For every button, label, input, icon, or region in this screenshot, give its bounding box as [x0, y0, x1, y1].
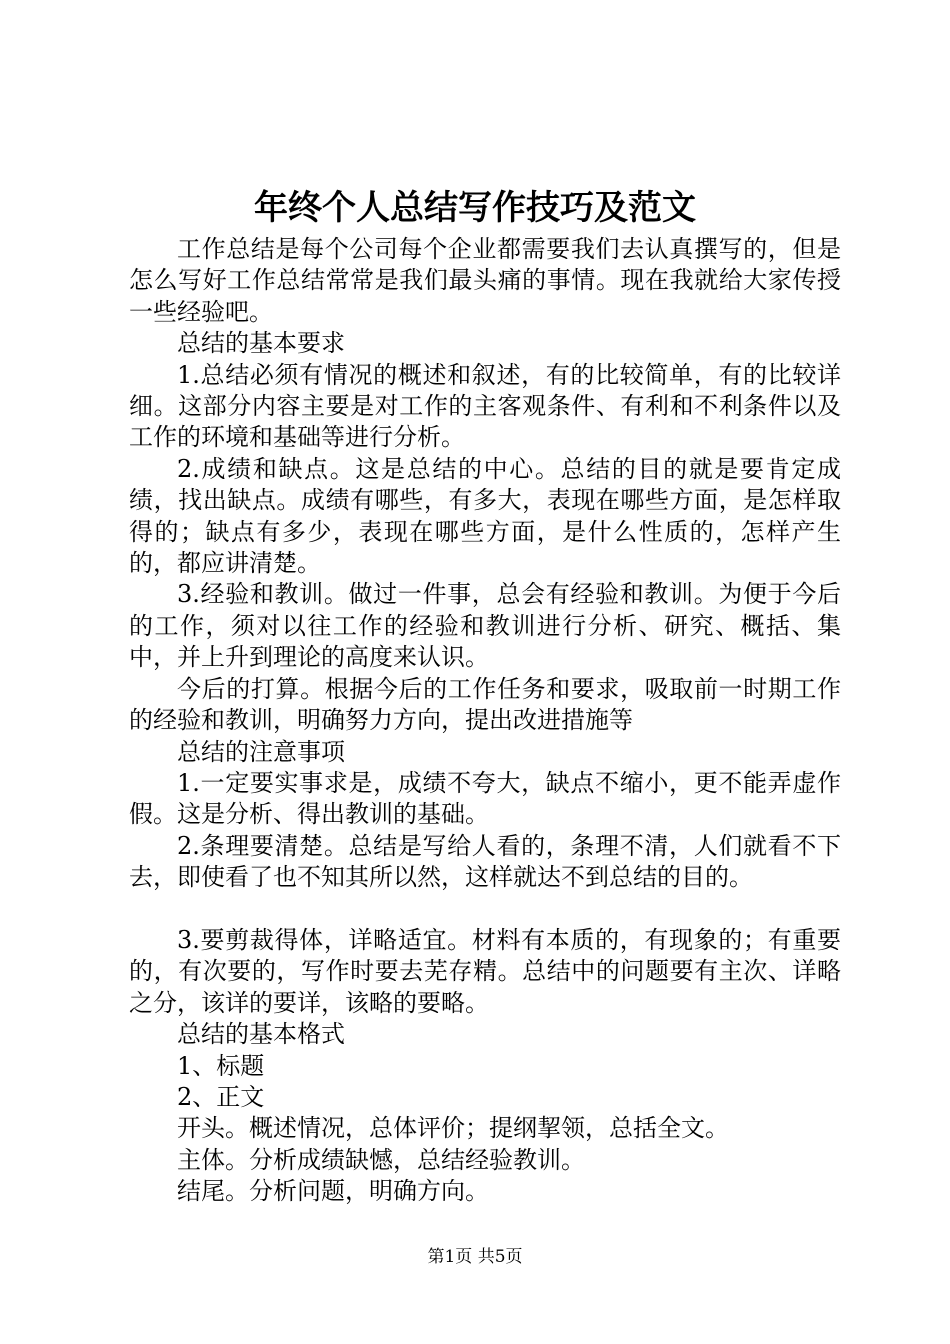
format-ending: 结尾。分析问题，明确方向。: [177, 1177, 489, 1206]
paragraph-requirement-3: 3.经验和教训。做过一件事，总会有经验和教训。为便于今后的工作，须对以往工作的经验和教训进行分析、研究、概括、集中，并上升到理论的高度来认识。: [129, 580, 841, 672]
document-title: 年终个人总结写作技巧及范文: [254, 188, 696, 228]
paragraph-requirement-1: 1.总结必须有情况的概述和叙述，有的比较简单，有的比较详细。这部分内容主要是对工作的主客观条件、有利和不利条件以及工作的环境和基础等进行分析。: [129, 360, 841, 452]
paragraph-intro: 工作总结是每个公司每个企业都需要我们去认真撰写的，但是怎么写好工作总结常常是我们最头痛的事情。现在我就给大家传授一些经验吧。: [129, 235, 841, 326]
paragraph-note-1: 1.一定要实事求是，成绩不夸大，缺点不缩小，更不能弄虚作假。这是分析、得出教训的基础。: [129, 768, 841, 829]
format-opening: 开头。概述情况，总体评价；提纲挈领，总括全文。: [177, 1114, 729, 1143]
paragraph-future-plans: 今后的打算。根据今后的工作任务和要求，吸取前一时期工作的经验和教训，明确努力方向，提出改进措施等: [129, 674, 841, 735]
page-footer: 第1页 共5页: [427, 1247, 523, 1267]
blank-line: [129, 894, 841, 925]
heading-basic-requirements: 总结的基本要求: [177, 329, 345, 358]
document-body: [129, 234, 841, 1208]
heading-basic-format: 总结的基本格式: [177, 1020, 345, 1049]
paragraph-note-2: 2.条理要清楚。总结是写给人看的，条理不清，人们就看不下去，即使看了也不知其所以然，这样就达不到总结的目的。: [129, 831, 841, 892]
format-item-body: 2、正文: [177, 1082, 265, 1111]
heading-notes: 总结的注意事项: [177, 737, 345, 766]
format-main: 主体。分析成绩缺憾，总结经验教训。: [177, 1145, 585, 1174]
format-item-title: 1、标题: [177, 1051, 265, 1080]
paragraph-requirement-2: 2.成绩和缺点。这是总结的中心。总结的目的就是要肯定成绩，找出缺点。成绩有哪些，有多大，表现在哪些方面，是怎样取得的；缺点有多少，表现在哪些方面，是什么性质的，怎样产生的，都应讲清楚。: [129, 454, 841, 578]
paragraph-note-3: 3.要剪裁得体，详略适宜。材料有本质的，有现象的；有重要的，有次要的，写作时要去芜存精。总结中的问题要有主次、详略之分，该详的要详，该略的要略。: [129, 925, 841, 1017]
